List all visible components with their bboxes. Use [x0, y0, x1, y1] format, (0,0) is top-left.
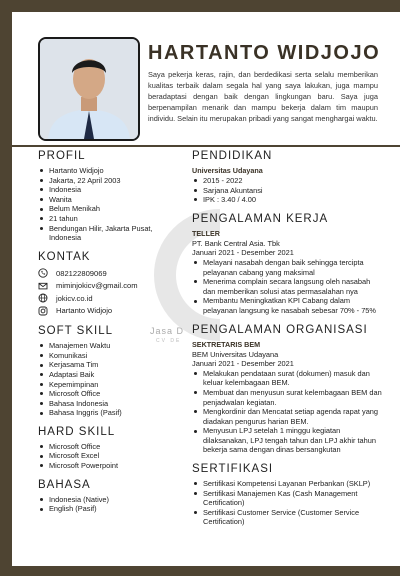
- list-item: Manajemen Waktu: [38, 341, 186, 351]
- top-accent-band: [12, 0, 400, 12]
- instagram-icon: [38, 306, 48, 316]
- contact-phone: [38, 267, 186, 280]
- pendidikan-list: [192, 176, 384, 205]
- list-item: Membuat dan menyusun surat kelembagaan BEM dan penjadwalan kegiatan.: [192, 388, 384, 407]
- sertifikasi-section: [192, 463, 384, 527]
- list-item: Komunikasi: [38, 351, 186, 361]
- pengalaman-organisasi-section: [192, 324, 384, 456]
- list-item: Microsoft Office: [38, 389, 186, 399]
- soft-skill-section: [38, 325, 186, 418]
- list-item: Sarjana Akuntansi: [192, 186, 384, 196]
- left-column: [38, 150, 186, 522]
- list-item: Membantu Meningkatkan KPI Cabang dalam pelayanan langsung ke nasabah sebesar 70% - 75%: [192, 296, 384, 315]
- list-item: Sertifikasi Kompetensi Layanan Perbankan (SKLP): [192, 479, 384, 489]
- right-column: [192, 150, 384, 535]
- contact-instagram[interactable]: [38, 305, 186, 318]
- contact-website[interactable]: [38, 292, 186, 305]
- bahasa-list: [38, 495, 186, 514]
- list-item: Melayani nasabah dengan baik sehingga tercipta pelayanan cabang yang maksimal: [192, 258, 384, 277]
- profil-list: [38, 166, 186, 243]
- list-item: Menyusun LPJ setelah 1 minggu kegiatan dilaksanakan, LPJ tengah tahun dan LPJ akhir tahun bekerja sama dengan dinas bersangkutan: [192, 426, 384, 455]
- list-item: Belum Menikah: [38, 204, 186, 214]
- list-item: Sertifikasi Customer Service (Customer Service Certification): [192, 508, 384, 527]
- list-item: Microsoft Powerpoint: [38, 461, 186, 471]
- bahasa-heading: BAHASA: [38, 478, 91, 491]
- list-item: Bahasa Indonesia: [38, 399, 186, 409]
- contact-email-text: miminjokicv@gmail.com: [56, 281, 138, 291]
- job-duties-list: [192, 258, 384, 316]
- left-accent-band: [0, 0, 12, 576]
- list-item: Bahasa Inggris (Pasif): [38, 408, 186, 418]
- pendidikan-heading: PENDIDIKAN: [192, 150, 273, 162]
- kontak-section: [38, 251, 186, 317]
- watermark-subtext: CV DE: [156, 338, 182, 344]
- pengalaman-organisasi-heading: PENGALAMAN ORGANISASI: [192, 323, 368, 336]
- job-role: TELLER: [192, 228, 220, 238]
- watermark-text: Jasa D: [150, 326, 185, 336]
- contact-phone-text: 082122809069: [56, 268, 107, 278]
- pengalaman-kerja-heading: PENGALAMAN KERJA: [192, 212, 329, 225]
- bahasa-section: [38, 479, 186, 514]
- sertifikasi-list: [192, 479, 384, 527]
- job-period: Januari 2021 - Desember 2021: [192, 248, 294, 258]
- sertifikasi-heading: SERTIFIKASI: [192, 463, 274, 476]
- pendidikan-section: [192, 150, 384, 205]
- profil-heading: PROFIL: [38, 150, 86, 162]
- list-item: 21 tahun: [38, 214, 186, 224]
- profil-section: [38, 150, 186, 243]
- email-icon: [38, 281, 48, 291]
- list-item: Menerima complain secara langsung oleh nasabah dan memberikan solusi atas permasalahan nya: [192, 277, 384, 296]
- list-item: English (Pasif): [38, 504, 186, 514]
- list-item: Indonesia: [38, 185, 186, 195]
- list-item: Kerjasama Tim: [38, 360, 186, 370]
- org-period: Januari 2021 - Desember 2021: [192, 359, 294, 369]
- hard-skill-list: [38, 442, 186, 471]
- soft-skill-heading: SOFT SKILL: [38, 325, 113, 338]
- contact-instagram-text: Hartanto Widjojo: [56, 306, 113, 316]
- pengalaman-kerja-section: [192, 213, 384, 316]
- list-item: Microsoft Office: [38, 442, 186, 452]
- profile-photo: [38, 37, 140, 141]
- org-duties-list: [192, 369, 384, 455]
- list-item: Wanita: [38, 195, 186, 205]
- phone-icon: [38, 268, 48, 278]
- person-name: HARTANTO WIDJOJO: [148, 42, 381, 64]
- list-item: Bendungan Hilir, Jakarta Pusat, Indonesia: [38, 224, 186, 243]
- list-item: Melakukan pendataan surat (dokumen) masuk dan keluar kelembagaan BEM.: [192, 369, 384, 388]
- profile-summary: Saya pekerja keras, rajin, dan berdedikasi serta selalu memberikan kualitas terbaik dalam segala hal yang saya lakukan, juga mampu beradaptasi dengan baik dengan lingkungan baru. Saya juga berpenampilan menarik dan mampu bekerja dalam tim maupun individu. Selain itu merupakan pribadi yang sangat menghargai waktu.: [148, 70, 378, 123]
- list-item: Jakarta, 22 April 2003: [38, 176, 186, 186]
- job-company: PT. Bank Central Asia. Tbk: [192, 238, 280, 248]
- list-item: Sertifikasi Manajemen Kas (Cash Management Certification): [192, 489, 384, 508]
- header-divider: [12, 145, 400, 147]
- bottom-accent-band: [12, 566, 400, 576]
- org-role: SEKTRETARIS BEM: [192, 339, 261, 349]
- soft-skill-list: [38, 341, 186, 418]
- org-name: BEM Universitas Udayana: [192, 349, 279, 359]
- list-item: Kepemimpinan: [38, 380, 186, 390]
- contact-website-text: jokicv.co.id: [56, 293, 93, 303]
- list-item: Mengkordinir dan Mencatat setiap agenda rapat yang diadakan pengurus harian BEM.: [192, 407, 384, 426]
- contact-email[interactable]: [38, 279, 186, 292]
- globe-icon: [38, 293, 48, 303]
- list-item: IPK : 3.40 / 4.00: [192, 195, 384, 205]
- list-item: Indonesia (Native): [38, 495, 186, 505]
- hard-skill-heading: HARD SKILL: [38, 425, 116, 438]
- kontak-heading: KONTAK: [38, 250, 91, 263]
- list-item: Adaptasi Baik: [38, 370, 186, 380]
- list-item: Microsoft Excel: [38, 451, 186, 461]
- school-name: Universitas Udayana: [192, 166, 263, 175]
- list-item: Hartanto Widjojo: [38, 166, 186, 176]
- hard-skill-section: [38, 426, 186, 471]
- list-item: 2015 - 2022: [192, 176, 384, 186]
